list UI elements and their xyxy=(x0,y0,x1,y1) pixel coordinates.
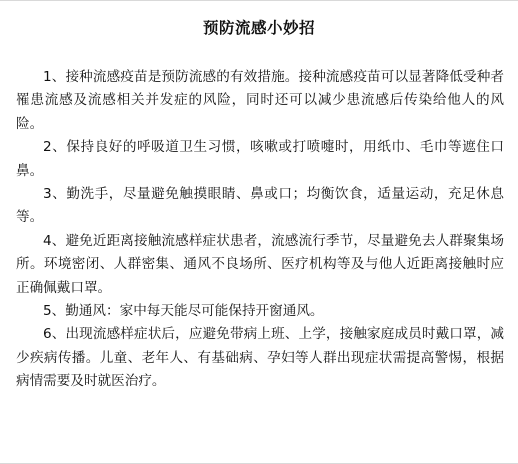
paragraph-5: 5、勤通风：家中每天能尽可能保持开窗通风。 xyxy=(43,303,324,320)
paragraph-1: 1、接种流感疫苗是预防流感的有效措施。接种流感疫苗可以显著降低受种者罹患流感及流感相关并发症的风险，同时还可以减少患流感后传染给他人的风险。 xyxy=(16,69,504,132)
paragraph-6: 6、出现流感样症状后，应避免带病上班、上学，接触家庭成员时戴口罩，减少疾病传播。儿童、老年人、有基础病、孕妇等人群出现症状需提高警惕，根据病情需要及时就医治疗。 xyxy=(16,326,504,390)
paragraph-2: 2、保持良好的呼吸道卫生习惯，咳嗽或打喷嚏时，用纸巾、毛巾等遮住口鼻。 xyxy=(16,139,504,179)
paragraph-4: 4、避免近距离接触流感样症状患者，流感流行季节，尽量避免去人群聚集场所。环境密闭、人群密集、通风不良场所、医疗机构等及与他人近距离接触时应正确佩戴口罩。 xyxy=(16,232,504,296)
paragraph-3: 3、勤洗手，尽量避免触摸眼睛、鼻或口；均衡饮食，适量运动，充足休息等。 xyxy=(16,186,504,226)
document-body xyxy=(16,66,504,394)
document-title: 预防流感小妙招 xyxy=(202,19,315,37)
